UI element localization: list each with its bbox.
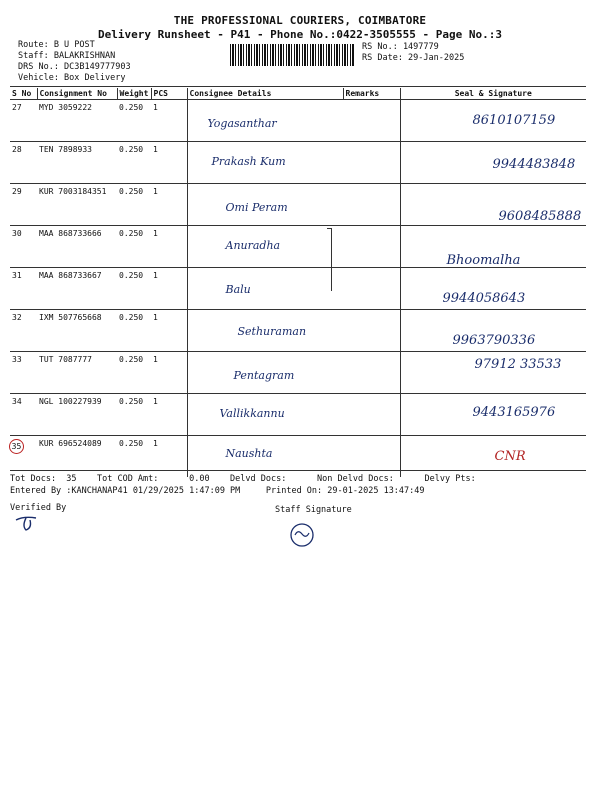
col-weight: Weight bbox=[117, 88, 151, 100]
route-info bbox=[18, 40, 131, 84]
consignee-handwriting: Naushta bbox=[225, 447, 273, 460]
row-pcs: 1 bbox=[151, 352, 187, 394]
row-consignment: KUR 7003184351 bbox=[37, 184, 117, 226]
col-consignment: Consignment No bbox=[37, 88, 117, 100]
row-sno: 28 bbox=[10, 142, 37, 184]
row-pcs: 1 bbox=[151, 184, 187, 226]
entered-by-line: Entered By :KANCHANAP41 01/29/2025 1:47:09 PM Printed On: 29-01-2025 13:47:49 bbox=[10, 486, 425, 496]
row-consignment: MAA 868733667 bbox=[37, 268, 117, 310]
signature-handwriting: 9963790336 bbox=[452, 333, 536, 348]
row-consignment: MYD 3059222 bbox=[37, 100, 117, 142]
table-row bbox=[10, 226, 586, 268]
col-consignee: Consignee Details bbox=[187, 88, 343, 100]
row-weight: 0.250 bbox=[117, 268, 151, 310]
row-consignment: TEN 7898933 bbox=[37, 142, 117, 184]
row-consignment: NGL 100227939 bbox=[37, 394, 117, 436]
margin-bracket bbox=[327, 228, 332, 291]
verified-by-label: Verified By bbox=[10, 503, 67, 513]
table-header-row bbox=[10, 88, 586, 100]
row-pcs: 1 bbox=[151, 226, 187, 268]
row-sno: 30 bbox=[10, 226, 37, 268]
table-bottom-rule bbox=[10, 470, 586, 471]
consignee-handwriting: Pentagram bbox=[233, 369, 295, 382]
table-row bbox=[10, 394, 586, 436]
consignee-handwriting: Balu bbox=[225, 283, 251, 296]
rs-info bbox=[362, 42, 464, 64]
table-row bbox=[10, 184, 586, 226]
row-sno-circled: 35 bbox=[9, 439, 24, 454]
staff-signature-label: Staff Signature bbox=[275, 505, 352, 515]
staff-signature-stamp bbox=[288, 522, 316, 548]
row-sno: 32 bbox=[10, 310, 37, 352]
consignee-handwriting: Prakash Kum bbox=[211, 155, 286, 168]
rs-number: RS No.: 1497779 bbox=[362, 42, 439, 52]
col-seal: Seal & Signature bbox=[400, 88, 586, 100]
signature-handwriting: 9608485888 bbox=[498, 209, 582, 224]
row-sno: 29 bbox=[10, 184, 37, 226]
consignee-handwriting: Vallikkannu bbox=[219, 407, 285, 420]
rs-date: RS Date: 29-Jan-2025 bbox=[362, 53, 465, 63]
row-weight: 0.250 bbox=[117, 226, 151, 268]
row-sno: 34 bbox=[10, 394, 37, 436]
row-pcs: 1 bbox=[151, 436, 187, 478]
consignee-handwriting: Sethuraman bbox=[237, 325, 307, 338]
table-top-rule bbox=[10, 86, 586, 87]
verified-signature-mark bbox=[14, 514, 44, 534]
row-consignment: IXM 507765668 bbox=[37, 310, 117, 352]
row-consignment: TUT 7087777 bbox=[37, 352, 117, 394]
col-sno: S No bbox=[10, 88, 37, 100]
signature-handwriting: 9944058643 bbox=[442, 291, 526, 306]
consignee-handwriting: Yogasanthar bbox=[207, 117, 277, 130]
consignee-handwriting: Omi Peram bbox=[225, 201, 288, 214]
row-weight: 0.250 bbox=[117, 352, 151, 394]
row-weight: 0.250 bbox=[117, 100, 151, 142]
row-pcs: 1 bbox=[151, 142, 187, 184]
signature-handwriting: 8610107159 bbox=[472, 113, 556, 128]
row-consignment: KUR 696524089 bbox=[37, 436, 117, 478]
signature-handwriting: 97912 33533 bbox=[474, 357, 562, 372]
row-consignment: MAA 868733666 bbox=[37, 226, 117, 268]
col-pcs: PCS bbox=[151, 88, 187, 100]
col-remarks: Remarks bbox=[343, 88, 400, 100]
row-sno: 31 bbox=[10, 268, 37, 310]
table-row bbox=[10, 268, 586, 310]
runsheet-subtitle: Delivery Runsheet - P41 - Phone No.:0422-3505555 - Page No.:3 bbox=[98, 28, 502, 41]
row-pcs: 1 bbox=[151, 100, 187, 142]
runsheet-table bbox=[10, 88, 586, 477]
route-line: Route: B U POST bbox=[18, 40, 95, 50]
row-weight: 0.250 bbox=[117, 184, 151, 226]
signature-handwriting: 9944483848 bbox=[492, 157, 576, 172]
row-weight: 0.250 bbox=[117, 142, 151, 184]
table-row bbox=[10, 100, 586, 142]
signature-handwriting: CNR bbox=[494, 449, 526, 464]
table-row bbox=[10, 310, 586, 352]
row-sno: 33 bbox=[10, 352, 37, 394]
barcode-image bbox=[230, 44, 354, 66]
row-weight: 0.250 bbox=[117, 310, 151, 352]
row-sno: 27 bbox=[10, 100, 37, 142]
table-row bbox=[10, 352, 586, 394]
totals-line: Tot Docs: 35 Tot COD Amt: 0.00 Delvd Docs: Non Delvd Docs: Delvy Pts: bbox=[10, 474, 476, 484]
signature-handwriting: 9443165976 bbox=[472, 405, 556, 420]
row-pcs: 1 bbox=[151, 394, 187, 436]
row-pcs: 1 bbox=[151, 268, 187, 310]
document-title: THE PROFESSIONAL COURIERS, COIMBATORE bbox=[173, 14, 427, 27]
row-pcs: 1 bbox=[151, 310, 187, 352]
drs-line: DRS No.: DC3B149777903 bbox=[18, 62, 131, 72]
vehicle-line: Vehicle: Box Delivery bbox=[18, 73, 126, 83]
staff-line: Staff: BALAKRISHNAN bbox=[18, 51, 116, 61]
row-weight: 0.250 bbox=[117, 436, 151, 478]
signature-handwriting: Bhoomalha bbox=[446, 253, 521, 268]
consignee-handwriting: Anuradha bbox=[225, 239, 281, 252]
row-weight: 0.250 bbox=[117, 394, 151, 436]
table-row bbox=[10, 142, 586, 184]
